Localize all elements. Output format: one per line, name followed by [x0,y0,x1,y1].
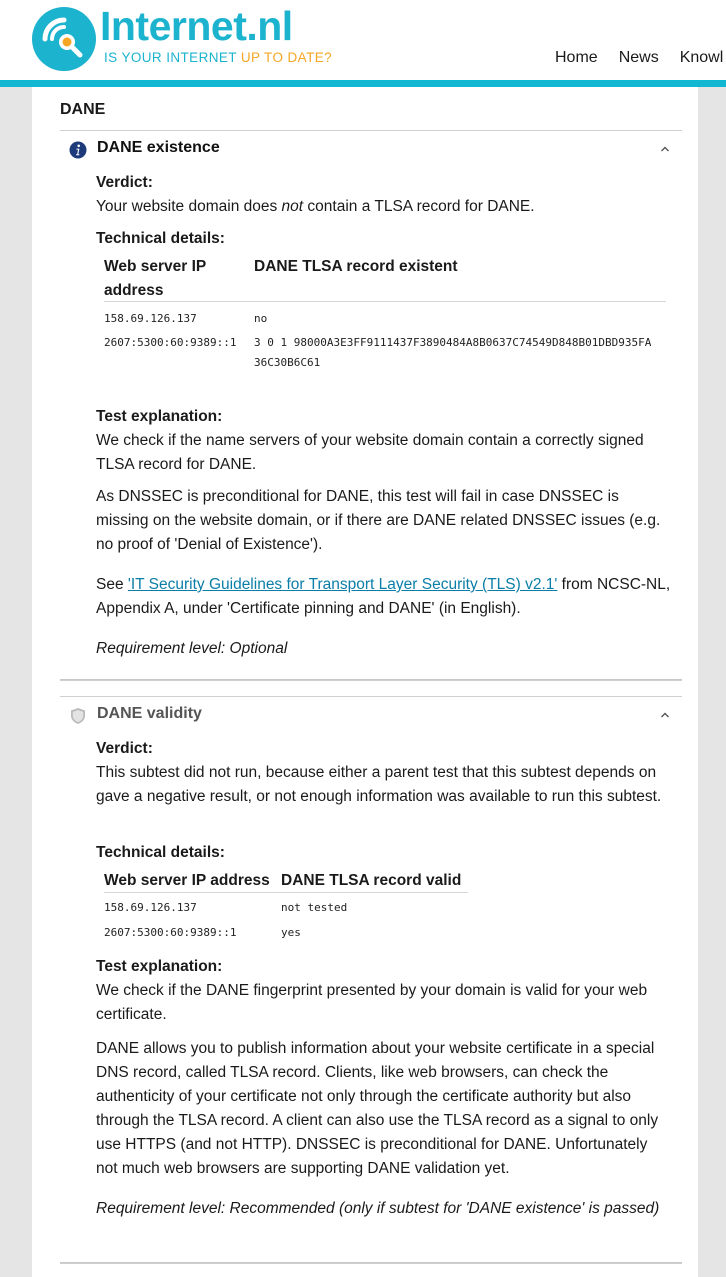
technical-details-label: Technical details: [96,844,225,861]
table-header-ip: Web server IP address [104,258,206,299]
logo-name[interactable]: Internet.nl [100,3,293,49]
tagline-part1: IS YOUR INTERNET [104,50,237,65]
explanation-block [96,955,671,1027]
nav-home[interactable]: Home [555,49,598,66]
verdict-text: This subtest did not run, because either a parent test that this subtest depends on gave a negative result, or not enough information was available to run this subtest. [96,764,662,805]
table-cell-value: not tested [281,901,348,914]
see-reference [96,573,671,621]
main-content [32,87,698,1277]
requirement-level: Requirement level: Optional [96,640,288,657]
table-cell-value: 3 0 1 98000A3E3FF9111437F3890484A8B0637C74549D848B01DBD935FA36C30B6C61 [254,336,652,369]
table-cell-ip: 2607:5300:60:9389::1 [104,926,237,939]
explanation-paragraph-2: As DNSSEC is preconditional for DANE, this test will fail in case DNSSEC is missing on the website domain, or if there are DANE related DNSSEC issues (e.g. no proof of 'Denial of Existence'). [96,488,661,553]
dane-existence-title: DANE existence [97,139,220,156]
dane-validity-header[interactable] [60,697,682,733]
nav-knowledge[interactable]: Knowl [679,49,724,66]
chevron-up-icon[interactable] [660,711,670,719]
explanation-block [96,405,671,477]
info-icon [69,141,87,159]
table-header-ip: Web server IP address [104,872,270,889]
see-prefix: See [96,576,128,593]
logo-tagline [104,50,332,66]
table-header-valid: DANE TLSA record valid [281,872,462,889]
explanation-paragraph: We check if the DANE fingerprint presented by your domain is valid for your web certificate. [96,982,648,1023]
see-suffix: from NCSC-NL, Appendix A, under 'Certificate pinning and DANE' (in English). [96,576,671,617]
table-cell-ip: 158.69.126.137 [104,312,197,325]
table-cell-value: yes [281,926,301,939]
verdict-text [96,195,671,219]
table-cell-value: no [254,312,268,325]
explanation-paragraph-2: DANE allows you to publish information about your website certificate in a special DNS record, called TLSA record. Clients, like web browsers, can check the authenticity of your certificate not only through the certificate authority but also through the TLSA record. A client can also use the TLSA record as a signal to only use HTTPS (and not HTTP). DNSSEC is preconditional for DANE. Unfortunately not much web browsers are supporting DANE validation yet. [96,1040,659,1177]
ncsc-guidelines-link[interactable]: 'IT Security Guidelines for Transport Layer Security (TLS) v2.1' [127,576,558,593]
verdict-block [96,171,671,219]
chevron-up-icon[interactable] [660,145,670,153]
table-divider [104,892,468,893]
requirement-level: Requirement level: Recommended (only if subtest for 'DANE existence' is passed) [96,1200,660,1217]
table-divider [104,301,666,302]
site-header [0,0,726,80]
section-title: DANE [60,101,106,118]
explanation-label: Test explanation: [96,408,223,425]
verdict-emphasis: not [281,198,304,215]
table-header-existent: DANE TLSA record existent [254,258,458,275]
technical-details-label: Technical details: [96,230,225,247]
verdict-label: Verdict: [96,174,153,191]
dane-existence-panel [60,130,682,680]
explanation-label: Test explanation: [96,958,223,975]
verdict-text-pre: Your website domain does [96,198,282,215]
tagline-part2: UP TO DATE? [240,50,333,65]
table-cell-ip: 2607:5300:60:9389::1 [104,336,237,349]
explanation-paragraph: We check if the name servers of your website domain contain a correctly signed TLSA record for DANE. [96,432,644,473]
dane-validity-table [104,869,468,949]
internet-nl-logo-icon[interactable] [31,6,97,72]
verdict-label: Verdict: [96,740,153,757]
nav-news[interactable]: News [618,49,659,66]
dane-validity-title: DANE validity [97,705,202,722]
dane-existence-header[interactable] [60,131,682,167]
shield-icon [69,707,87,725]
dane-existence-table [104,255,666,395]
dane-validity-panel [60,696,682,1263]
main-nav [555,48,726,68]
verdict-text-post: contain a TLSA record for DANE. [303,198,535,215]
header-accent-bar [0,80,726,87]
table-cell-ip: 158.69.126.137 [104,901,197,914]
verdict-block [96,737,671,809]
